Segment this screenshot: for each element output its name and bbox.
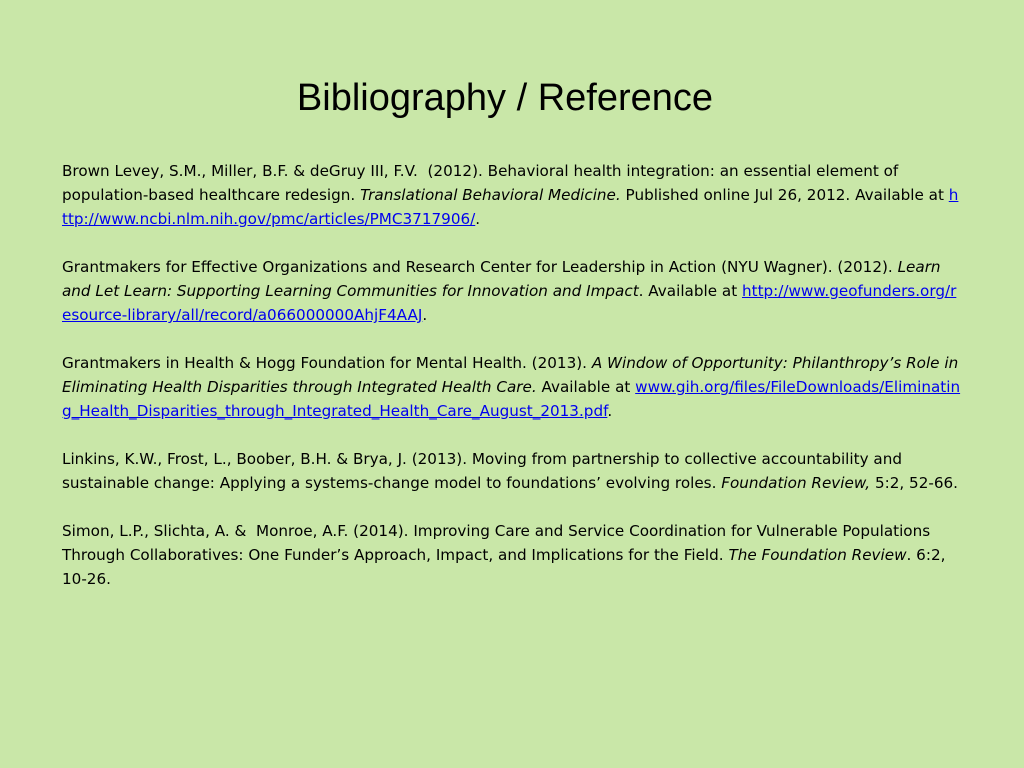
reference-item <box>62 519 962 591</box>
reference-link[interactable]: http://www.ncbi.nlm.nih.gov/pmc/articles/PMC3717906/ <box>62 186 959 228</box>
reference-list <box>62 159 962 615</box>
reference-item <box>62 351 962 423</box>
reference-text: Simon, L.P., Slichta, A. & Monroe, A.F. (2014). Improving Care and Service Coordination for Vulnerable Populations Through Collaboratives: One Funder’s Approach, Impact, and Implications for the Field. <box>62 522 935 564</box>
reference-text: Grantmakers for Effective Organizations and Research Center for Leadership in Action (NYU Wagner). (2012). <box>62 258 898 276</box>
reference-text: Linkins, K.W., Frost, L., Boober, B.H. & Brya, J. (2013). Moving from partnership to collective accountability and sustainable change: Applying a systems-change model to foundations’ evolving roles. <box>62 450 907 492</box>
reference-item <box>62 447 962 495</box>
reference-source: A Window of Opportunity: Philanthropy’s Role in Eliminating Health Disparities through Integrated Health Care. <box>62 354 964 396</box>
reference-details: 5:2, 52-66. <box>870 474 959 492</box>
reference-item <box>62 159 962 231</box>
reference-details: . Available at <box>638 282 742 300</box>
reference-details: . 6:2, 10-26. <box>62 546 951 588</box>
reference-source: Translational Behavioral Medicine. <box>360 186 621 204</box>
reference-link[interactable]: http://www.geofunders.org/resource-library/all/record/a066000000AhjF4AAJ <box>62 282 957 324</box>
reference-end: . <box>422 306 428 324</box>
reference-details: Published online Jul 26, 2012. Available at <box>620 186 949 204</box>
reference-link[interactable]: www.gih.org/files/FileDownloads/Eliminating_Health_Disparities_through_Integrated_Health_Care_August_2013.pdf <box>62 378 961 420</box>
reference-source: Foundation Review, <box>721 474 871 492</box>
reference-source: Learn and Let Learn: Supporting Learning Communities for Innovation and Impact <box>62 258 946 300</box>
reference-details: Available at <box>536 378 636 396</box>
reference-item <box>62 255 962 327</box>
slide-title: Bibliography / Reference <box>296 77 714 119</box>
reference-text: Brown Levey, S.M., Miller, B.F. & deGruy III, F.V. (2012). Behavioral health integration: an essential element of population-based healthcare redesign. <box>62 162 904 204</box>
reference-source: The Foundation Review <box>728 546 907 564</box>
reference-end: . <box>607 402 613 420</box>
reference-text: Grantmakers in Health & Hogg Foundation for Mental Health. (2013). <box>62 354 592 372</box>
reference-end: . <box>475 210 481 228</box>
